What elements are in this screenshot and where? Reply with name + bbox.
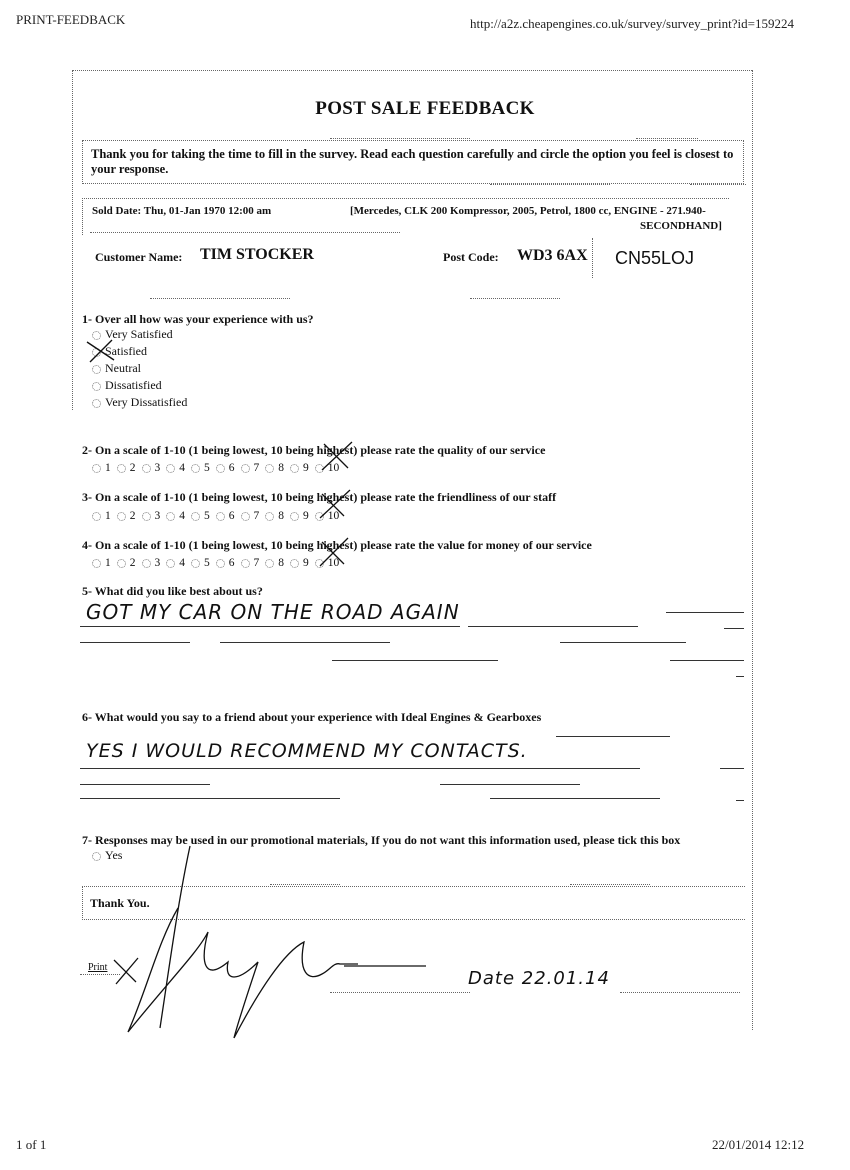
radio-icon bbox=[92, 365, 101, 374]
decor-line bbox=[592, 238, 593, 278]
customer-name-value: TIM STOCKER bbox=[200, 246, 314, 263]
print-label: Print bbox=[88, 962, 108, 973]
radio-icon bbox=[142, 512, 151, 521]
scale-option-label: 5 bbox=[204, 510, 210, 522]
scale-option-label: 6 bbox=[228, 462, 235, 474]
answer-line bbox=[560, 642, 686, 643]
thanks-text: Thank You. bbox=[90, 896, 150, 910]
scale-option[interactable] bbox=[142, 510, 161, 522]
radio-icon bbox=[191, 464, 200, 473]
scale-option[interactable] bbox=[191, 510, 210, 522]
scale-option[interactable] bbox=[265, 510, 284, 522]
scale-option-label: 8 bbox=[278, 462, 284, 474]
answer-line bbox=[556, 736, 670, 737]
scale-option[interactable] bbox=[142, 462, 161, 474]
radio-icon bbox=[142, 464, 151, 473]
scale-option[interactable] bbox=[241, 462, 260, 474]
radio-icon bbox=[290, 559, 299, 568]
radio-icon bbox=[92, 512, 101, 521]
scale-option[interactable] bbox=[216, 462, 235, 474]
scale-option-label: 9 bbox=[303, 462, 309, 474]
radio-icon bbox=[241, 559, 250, 568]
scale-option[interactable] bbox=[166, 462, 185, 474]
answer-line bbox=[666, 612, 744, 613]
answer-line bbox=[720, 768, 744, 769]
radio-icon bbox=[92, 382, 101, 391]
q4-question: 4- On a scale of 1-10 (1 being lowest, 10 being highest) please rate the value for money of our service bbox=[82, 538, 592, 552]
scale-option-label: 8 bbox=[278, 557, 284, 569]
answer-line bbox=[80, 642, 190, 643]
q1-option-very-dissatisfied[interactable] bbox=[92, 395, 187, 410]
radio-icon bbox=[216, 512, 225, 521]
q1-question: 1- Over all how was your experience with us? bbox=[82, 312, 314, 326]
radio-icon bbox=[92, 559, 101, 568]
scale-option[interactable] bbox=[166, 510, 185, 522]
q1-option-label: Very Satisfied bbox=[105, 327, 173, 341]
vehicle-details-line2: SECONDHAND] bbox=[640, 220, 722, 232]
radio-icon bbox=[166, 559, 175, 568]
sold-date: Sold Date: Thu, 01-Jan 1970 12:00 am bbox=[92, 205, 272, 217]
radio-icon bbox=[265, 464, 274, 473]
scale-option-label: 10 bbox=[327, 462, 340, 474]
scale-option-label: 3 bbox=[154, 462, 161, 474]
form-left-border bbox=[72, 70, 73, 410]
scale-option[interactable] bbox=[117, 557, 136, 569]
q4-scale[interactable] bbox=[92, 553, 345, 571]
scale-option-label: 5 bbox=[204, 462, 210, 474]
decor-line bbox=[490, 184, 610, 185]
q3-cross-mark-icon bbox=[316, 486, 356, 522]
scale-option-label: 1 bbox=[105, 462, 111, 474]
decor-line bbox=[90, 232, 400, 233]
q1-option-label: Satisfied bbox=[105, 344, 147, 358]
decor-line bbox=[330, 992, 470, 993]
scale-option[interactable] bbox=[117, 462, 136, 474]
scale-option[interactable] bbox=[92, 557, 111, 569]
scale-option-label: 7 bbox=[253, 510, 260, 522]
decor-line bbox=[330, 138, 470, 139]
radio-icon bbox=[216, 464, 225, 473]
radio-icon bbox=[142, 559, 151, 568]
scale-option-label: 2 bbox=[129, 462, 136, 474]
scale-option[interactable] bbox=[216, 510, 235, 522]
decor-line bbox=[690, 184, 746, 185]
radio-icon bbox=[117, 559, 126, 568]
form-top-border bbox=[72, 70, 752, 71]
postcode-value: WD3 6AX bbox=[517, 247, 588, 264]
scale-option-label: 4 bbox=[179, 462, 185, 474]
scale-option[interactable] bbox=[265, 557, 284, 569]
scale-option-label: 1 bbox=[105, 557, 111, 569]
radio-icon bbox=[166, 464, 175, 473]
q2-cross-mark-icon bbox=[318, 438, 358, 474]
scale-option-label: 7 bbox=[253, 557, 260, 569]
q1-option-label: Neutral bbox=[105, 361, 141, 375]
scale-option[interactable] bbox=[241, 510, 260, 522]
q2-scale[interactable] bbox=[92, 458, 345, 476]
scale-option-label: 9 bbox=[303, 510, 309, 522]
radio-icon bbox=[117, 464, 126, 473]
radio-icon bbox=[216, 559, 225, 568]
page-number: 1 of 1 bbox=[16, 1137, 47, 1152]
decor-line bbox=[636, 138, 698, 139]
postcode-label: Post Code: bbox=[443, 250, 499, 264]
q6-answer-handwritten: YES I WOULD RECOMMEND MY CONTACTS. bbox=[86, 740, 528, 762]
q1-option-label: Very Dissatisfied bbox=[105, 395, 188, 409]
q1-cross-mark-icon bbox=[84, 338, 118, 364]
radio-icon bbox=[290, 464, 299, 473]
form-right-border bbox=[752, 70, 753, 1030]
radio-icon bbox=[166, 512, 175, 521]
answer-line bbox=[440, 784, 580, 785]
scale-option[interactable] bbox=[290, 557, 309, 569]
scale-option-label: 10 bbox=[327, 510, 340, 522]
q1-option-dissatisfied[interactable] bbox=[92, 378, 162, 393]
answer-line bbox=[468, 626, 638, 627]
answer-line bbox=[80, 784, 210, 785]
scale-option-label: 2 bbox=[129, 510, 136, 522]
print-timestamp: 22/01/2014 12:12 bbox=[712, 1137, 805, 1152]
scale-option[interactable] bbox=[166, 557, 185, 569]
decor-line bbox=[470, 298, 560, 299]
scale-option-label: 1 bbox=[105, 510, 111, 522]
q7-option-label: Yes bbox=[105, 848, 123, 862]
answer-line bbox=[490, 798, 660, 799]
q2-question: 2- On a scale of 1-10 (1 being lowest, 10 being highest) please rate the quality of our service bbox=[82, 443, 546, 457]
decor-line bbox=[620, 992, 740, 993]
scale-option[interactable] bbox=[117, 510, 136, 522]
answer-line bbox=[80, 798, 340, 799]
answer-line bbox=[80, 626, 460, 627]
radio-icon bbox=[191, 559, 200, 568]
decor-line bbox=[570, 884, 650, 885]
q3-question: 3- On a scale of 1-10 (1 being lowest, 10 being highest) please rate the friendliness of our staff bbox=[82, 490, 557, 504]
radio-icon bbox=[191, 512, 200, 521]
intro-box bbox=[82, 140, 744, 184]
q5-question: 5- What did you like best about us? bbox=[82, 584, 263, 598]
customer-name-label: Customer Name: bbox=[95, 250, 183, 264]
radio-icon bbox=[117, 512, 126, 521]
answer-line bbox=[670, 660, 744, 661]
answer-line bbox=[736, 800, 744, 801]
answer-line bbox=[332, 660, 498, 661]
scale-option-label: 8 bbox=[278, 510, 284, 522]
date-handwritten: Date 22.01.14 bbox=[468, 968, 610, 989]
answer-line bbox=[724, 628, 744, 629]
radio-icon bbox=[92, 399, 101, 408]
scale-option-label: 4 bbox=[179, 510, 185, 522]
radio-icon bbox=[241, 512, 250, 521]
signature-scribble bbox=[108, 842, 438, 1042]
q5-answer-handwritten: GOT MY CAR ON THE ROAD AGAIN bbox=[86, 600, 460, 624]
scale-option[interactable] bbox=[191, 462, 210, 474]
scale-option[interactable] bbox=[191, 557, 210, 569]
answer-line bbox=[80, 768, 640, 769]
scale-option-label: 6 bbox=[228, 557, 235, 569]
answer-line bbox=[736, 676, 744, 677]
answer-line bbox=[220, 642, 390, 643]
checkbox-icon bbox=[92, 852, 101, 861]
form-title: POST SALE FEEDBACK bbox=[315, 98, 535, 119]
radio-icon bbox=[265, 512, 274, 521]
scale-option-label: 3 bbox=[154, 557, 161, 569]
q7-question: 7- Responses may be used in our promotional materials, If you do not want this information used, please tick this box bbox=[82, 833, 681, 847]
scale-option-label: 5 bbox=[204, 557, 210, 569]
intro-text: Thank you for taking the time to fill in the survey. Read each question carefully and circle the option you feel is closest to your response. bbox=[91, 147, 734, 176]
decor-line bbox=[150, 298, 290, 299]
scale-option-label: 3 bbox=[154, 510, 161, 522]
radio-icon bbox=[290, 512, 299, 521]
scale-option[interactable] bbox=[92, 510, 111, 522]
scale-option-label: 10 bbox=[327, 557, 340, 569]
q3-scale[interactable] bbox=[92, 506, 345, 524]
print-header-title: PRINT-FEEDBACK bbox=[16, 12, 126, 27]
scale-option[interactable] bbox=[290, 510, 309, 522]
scale-option[interactable] bbox=[290, 462, 309, 474]
scale-option-label: 7 bbox=[253, 462, 260, 474]
q6-question: 6- What would you say to a friend about your experience with Ideal Engines & Gearboxes bbox=[82, 710, 542, 724]
scale-option[interactable] bbox=[241, 557, 260, 569]
vehicle-details-line1: [Mercedes, CLK 200 Kompressor, 2005, Petrol, 1800 cc, ENGINE - 271.940- bbox=[350, 205, 706, 217]
q1-option-label: Dissatisfied bbox=[105, 378, 162, 392]
radio-icon bbox=[241, 464, 250, 473]
scale-option-label: 9 bbox=[303, 557, 309, 569]
scale-option[interactable] bbox=[216, 557, 235, 569]
radio-icon bbox=[92, 464, 101, 473]
print-header-url: http://a2z.cheapengines.co.uk/survey/survey_print?id=159224 bbox=[470, 16, 794, 31]
scale-option-label: 2 bbox=[129, 557, 136, 569]
scale-option-label: 4 bbox=[179, 557, 185, 569]
scale-option[interactable] bbox=[142, 557, 161, 569]
q4-cross-mark-icon bbox=[314, 534, 354, 570]
radio-icon bbox=[265, 559, 274, 568]
registration-handwritten: CN55LOJ bbox=[615, 248, 695, 268]
scale-option[interactable] bbox=[92, 462, 111, 474]
scale-option-label: 6 bbox=[228, 510, 235, 522]
scale-option[interactable] bbox=[265, 462, 284, 474]
